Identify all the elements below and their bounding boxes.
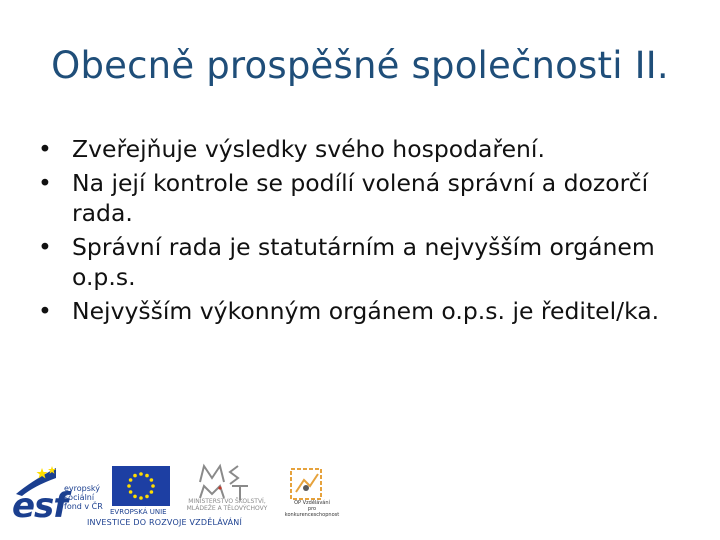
eu-stars-icon bbox=[112, 466, 170, 506]
bullet-item: • Správní rada je statutárním a nejvyšším orgánem o.p.s. bbox=[38, 232, 678, 292]
logo-bar bbox=[12, 460, 342, 532]
esf-caption: evropský sociální fond v ČR bbox=[64, 484, 103, 511]
eu-flag bbox=[112, 466, 170, 506]
bullet-item: • Na její kontrole se podílí volená správní a dozorčí rada. bbox=[38, 168, 678, 228]
op-logo-icon bbox=[288, 466, 324, 502]
op-caption: OP Vzdělávání pro konkurenceschopnost bbox=[284, 500, 340, 518]
esf-text: esf bbox=[12, 486, 68, 526]
bullet-list bbox=[38, 134, 678, 330]
eu-label: EVROPSKÁ UNIE bbox=[110, 508, 167, 516]
investice-slogan: INVESTICE DO ROZVOJE VZDĚLÁVÁNÍ bbox=[87, 518, 243, 527]
msmt-logo-icon bbox=[194, 462, 274, 502]
esf-logo bbox=[12, 464, 107, 526]
bullet-item: • Nejvyšším výkonným orgánem o.p.s. je ředitel/ka. bbox=[38, 296, 678, 326]
msmt-caption: MINISTERSTVO ŠKOLSTVÍ, MLÁDEŽE A TĚLOVÝCHOVY bbox=[186, 498, 268, 512]
slide-title: Obecně prospěšné společnosti II. bbox=[51, 44, 669, 87]
bullet-item: • Zveřejňuje výsledky svého hospodaření. bbox=[38, 134, 678, 164]
